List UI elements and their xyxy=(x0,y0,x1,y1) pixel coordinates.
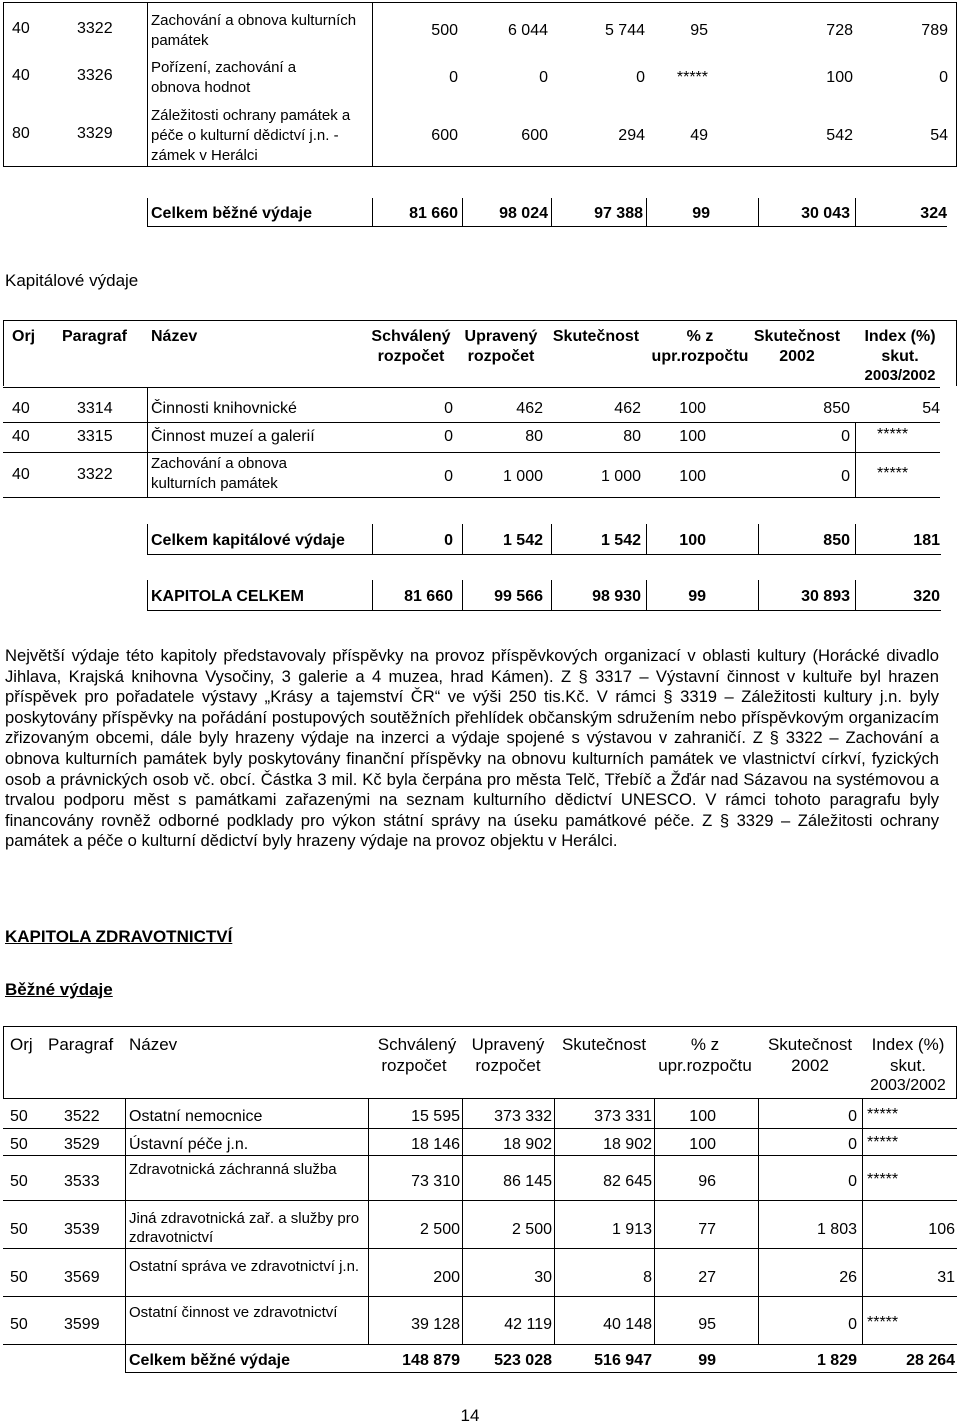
table-row: 50 xyxy=(10,1108,28,1125)
section-title: Kapitálové výdaje xyxy=(5,271,139,290)
chapter-title: KAPITOLA ZDRAVOTNICTVÍ xyxy=(5,927,233,946)
total-label: Celkem běžné výdaje xyxy=(129,1352,290,1369)
chapter-total-label: KAPITOLA CELKEM xyxy=(151,588,304,605)
total-label: Celkem běžné výdaje xyxy=(151,205,312,222)
table-row: 40 xyxy=(12,400,30,417)
table-row: 40 xyxy=(12,466,30,483)
table-row: 50 xyxy=(10,1316,28,1333)
table-row: 50 xyxy=(10,1269,28,1286)
table-row: 40 xyxy=(12,428,30,445)
section-title: Běžné výdaje xyxy=(5,980,113,999)
table-row: 50 xyxy=(10,1173,28,1190)
table-row: 40 xyxy=(12,20,30,37)
page-number: 14 xyxy=(460,1406,480,1425)
table-row: 50 xyxy=(10,1221,28,1238)
table-row: 40 xyxy=(12,67,30,84)
table-row: 50 xyxy=(10,1136,28,1153)
total-label: Celkem kapitálové výdaje xyxy=(151,532,345,549)
body-paragraph: Největší výdaje této kapitoly představovaly příspěvky na provoz příspěvkových organizací v oblasti kultury (Horácké divadlo Jihlava, Krajská knihovna Vysočiny, 3 galerie a 4 muzea, hrad Kámen). Z § 3317 – Výstavní činnost v kultuře byl hrazen příspěvek pro pořadatele výstavy „Krásy a tajemství ČR“ ve výši 250 tis.Kč. V rámci § 3319 – Záležitosti kultury j.n. byly poskytovány příspěvky na pořádání postupových soutěžních přehlídek občanským sdružením nebo příspěvkovým organizacím zřizovaným obcemi, dále byly hrazeny výdaje na inzerci a výdaje spojené s výstavou v zahraničí. Z § 3322 – Zachování a obnova kulturních památek byly poskytovány finanční příspěvky na obnovu kulturních památek ve vlastnictví církví, fyzických osob a právnických osob vč. obcí. Částka 3 mil. Kč byla čerpána pro města Telč, Třebíč a Žďár nad Sázavou na systémovou a trvalou podporu měst s památkami zařazenými na seznam kulturního dědictví UNESCO. V rámci tohoto paragrafu byly financovány rovněž odborné podklady pro výkon státní správy na úseku památkové péče. Z § 3329 – Záležitosti ochrany památek a péče o kulturní dědictví byly hrazeny výdaje na provoz objektu v Herálci. xyxy=(5,646,939,851)
table-row: 80 xyxy=(12,125,30,142)
